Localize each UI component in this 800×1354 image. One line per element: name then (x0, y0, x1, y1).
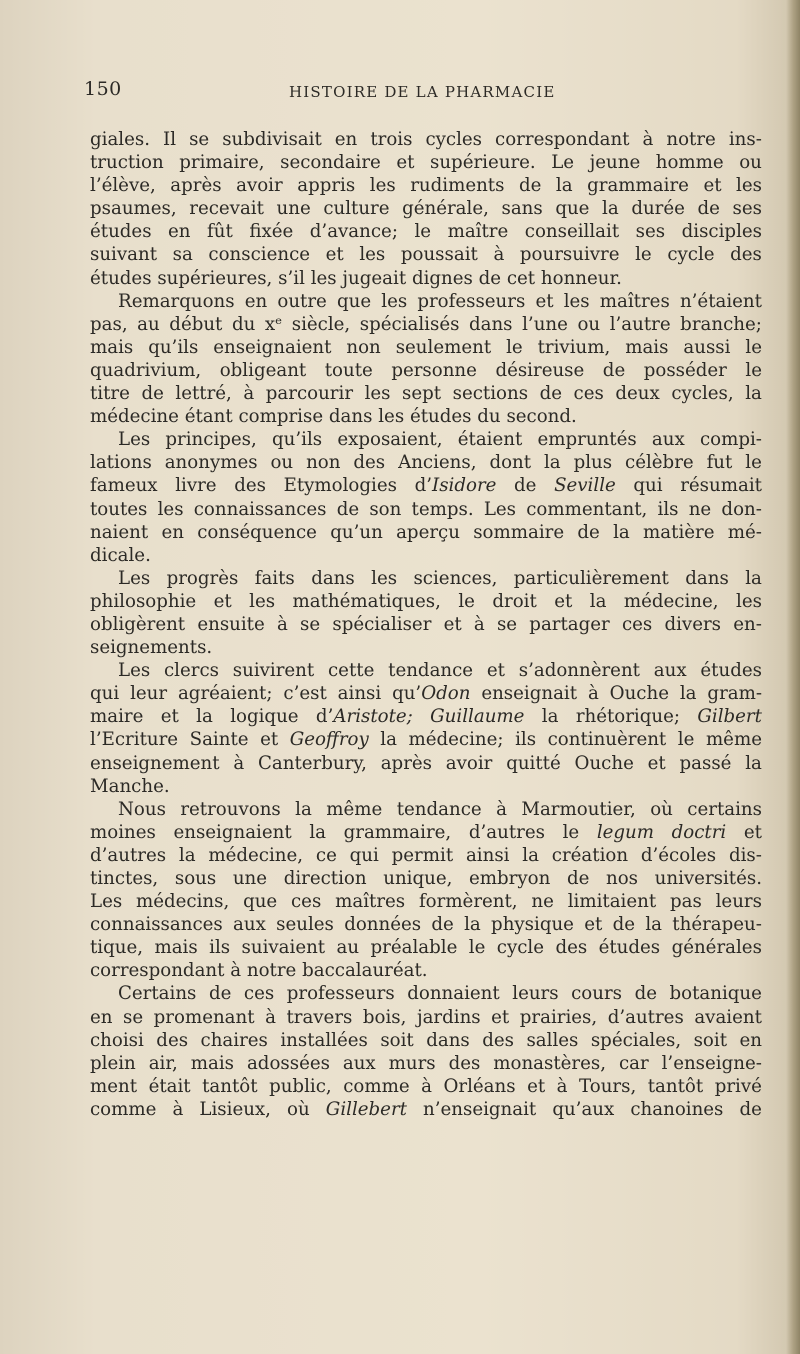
text-line: Les principes, qu’ils exposaient, étaient empruntés aux compi- (118, 429, 762, 451)
italic-term: Isidore (432, 475, 497, 497)
text-line: Les progrès faits dans les sciences, particulièrement dans la (118, 567, 762, 589)
page-header (84, 78, 764, 108)
italic-term: doctri (671, 821, 727, 843)
text-line: mais qu’ils enseignaient non seulement le trivium, mais aussi le (90, 336, 762, 358)
text-line: Remarquons en outre que les professeurs et les maîtres n’étaient (118, 290, 762, 312)
text-line: psaumes, recevait une culture générale, sans que la durée de ses (90, 198, 762, 220)
text-line: Les clercs suivirent cette tendance et s’adonnèrent aux études (118, 660, 762, 682)
italic-term: Aristote; (333, 706, 413, 728)
text-line: suivant sa conscience et les poussait à poursuivre le cycle des (90, 244, 762, 266)
text-line: ment était tantôt public, comme à Orléans et à Tours, tantôt privé (90, 1075, 762, 1097)
text-line: moines enseignaient la grammaire, d’autres le legum doctri et (90, 821, 762, 843)
text-line: l’Ecriture Sainte et Geoffroy la médecine; ils continuèrent le même (90, 729, 762, 751)
page-number: 150 (84, 78, 122, 100)
body-text (90, 128, 762, 1121)
page-edge-shadow (786, 0, 800, 1354)
text-line: connaissances aux seules données de la physique et de la thérapeu- (90, 914, 762, 936)
italic-term: legum (596, 821, 654, 843)
text-line: giales. Il se subdivisait en trois cycles correspondant à notre ins- (90, 129, 762, 150)
text-line: d’autres la médecine, ce qui permit ainsi la création d’écoles dis- (90, 844, 762, 866)
text-line: quadrivium, obligeant toute personne désireuse de posséder le (90, 359, 762, 381)
text-line: titre de lettré, à parcourir les sept sections de ces deux cycles, la (90, 383, 762, 405)
text-line: tinctes, sous une direction unique, embryon de nos universités. (90, 868, 762, 889)
text-line: naient en conséquence qu’un aperçu sommaire de la matière mé- (90, 521, 762, 543)
text-line: études en fût fixée d’avance; le maître conseillait ses disciples (90, 221, 762, 243)
text-line: maire et la logique d’Aristote; Guillaume la rhétorique; Gilbert (90, 706, 762, 728)
text-line: tique, mais ils suivaient au préalable le cycle des études générales (90, 937, 762, 959)
text-line: Nous retrouvons la même tendance à Marmoutier, où certains (118, 798, 762, 820)
text-line: toutes les connaissances de son temps. Les commentant, ils ne don- (90, 498, 762, 520)
italic-term: Odon (421, 683, 471, 705)
italic-term: Gillebert (325, 1098, 407, 1120)
text-line: truction primaire, secondaire et supérieure. Le jeune homme ou (90, 152, 762, 174)
text-line: philosophie et les mathématiques, le droit et la médecine, les (90, 590, 762, 612)
text-line: dicale. (90, 544, 151, 566)
text-line: qui leur agréaient; c’est ainsi qu’Odon enseignait à Ouche la gram- (90, 683, 762, 705)
text-line: pas, au début du xᵉ siècle, spécialisés dans l’une ou l’autre branche; (90, 313, 762, 335)
italic-term: Guillaume (430, 706, 525, 728)
text-line: fameux livre des Etymologies d’Isidore de Seville qui résumait (90, 475, 762, 497)
text-line: en se promenant à travers bois, jardins et prairies, d’autres avaient (90, 1006, 762, 1028)
text-line: correspondant à notre baccalauréat. (90, 960, 428, 982)
text-line: Certains de ces professeurs donnaient leurs cours de botanique (118, 983, 762, 1005)
running-head: HISTOIRE DE LA PHARMACIE (289, 83, 556, 101)
text-line: lations anonymes ou non des Anciens, dont la plus célèbre fut le (90, 452, 762, 474)
text-line: Les médecins, que ces maîtres formèrent, ne limitaient pas leurs (90, 891, 762, 913)
text-line: l’élève, après avoir appris les rudiments de la grammaire et les (90, 175, 762, 197)
text-line: comme à Lisieux, où Gillebert n’enseignait qu’aux chanoines de (90, 1098, 762, 1120)
text-line: choisi des chaires installées soit dans des salles spéciales, soit en (90, 1029, 762, 1051)
text-line: enseignement à Canterbury, après avoir quitté Ouche et passé la (90, 752, 762, 774)
text-line: médecine étant comprise dans les études du second. (90, 406, 577, 428)
text-line: études supérieures, s’il les jugeait dignes de cet honneur. (90, 267, 622, 289)
text-line: Manche. (90, 775, 170, 797)
text-line: seignements. (90, 637, 213, 659)
text-line: obligèrent ensuite à se spécialiser et à se partager ces divers en- (90, 613, 762, 635)
text-line: plein air, mais adossées aux murs des monastères, car l’enseigne- (90, 1052, 762, 1074)
italic-term: Geoffroy (289, 729, 369, 751)
italic-term: Seville (554, 475, 616, 497)
italic-term: Gilbert (697, 706, 762, 728)
